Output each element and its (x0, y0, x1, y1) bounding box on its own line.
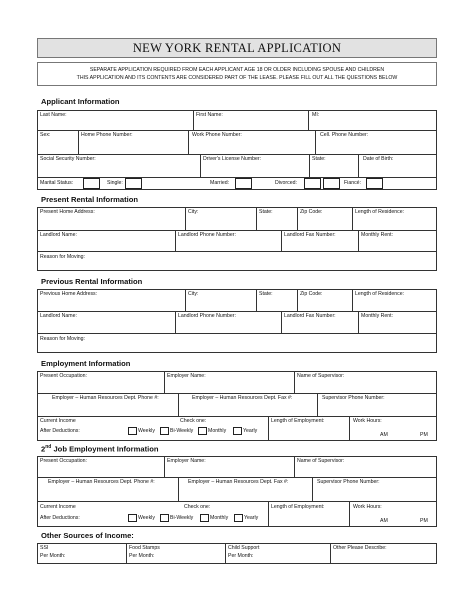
previous-zip-field[interactable]: Zip Code: (300, 291, 323, 297)
emp2-occupation-field[interactable]: Present Occupation: (40, 458, 88, 464)
emp1-sup-phone-field[interactable]: Supervisor Phone Number: (322, 395, 385, 401)
section-heading-previous-rental: Previous Rental Information (41, 277, 143, 286)
middle-initial-field[interactable]: MI: (312, 112, 320, 118)
present-address-field[interactable]: Present Home Address: (40, 209, 95, 215)
emp1-supervisor-field[interactable]: Name of Supervisor: (297, 373, 345, 379)
state-field[interactable]: State: (312, 156, 326, 162)
emp1-yearly-label: Yearly (243, 428, 258, 434)
divorced-label: Divorced: (275, 180, 297, 186)
marital-status-box[interactable] (83, 178, 100, 189)
present-landlord-phone-field[interactable]: Landlord Phone Number: (178, 232, 236, 238)
emp2-weekly-label: Weekly (138, 515, 155, 521)
ssi-per-month-field[interactable]: Per Month: (40, 553, 66, 559)
emp1-am-label: AM (380, 432, 388, 438)
emp2-weekly-checkbox[interactable] (128, 514, 137, 522)
emp2-length-field[interactable]: Length of Employment: (271, 504, 325, 510)
emp2-hours-field[interactable]: Work Hours: (353, 504, 382, 510)
emp1-occupation-field[interactable]: Present Occupation: (40, 373, 88, 379)
form-notice (37, 62, 437, 86)
present-landlord-field[interactable]: Landlord Name: (40, 232, 77, 238)
emp1-biweekly-checkbox[interactable] (160, 427, 169, 435)
emp1-income-label: Current Income (40, 418, 76, 424)
emp2-yearly-label: Yearly (244, 515, 259, 521)
home-phone-field[interactable]: Home Phone Number: (81, 132, 133, 138)
emp2-monthly-label: Monthly (210, 515, 229, 521)
section-heading-applicant: Applicant Information (41, 97, 120, 106)
emp2-income-label: Current Income (40, 504, 76, 510)
marital-status-label: Marital Status: (40, 180, 74, 186)
cell-phone-field[interactable]: Cell. Phone Number: (320, 132, 369, 138)
notice-line-2: THIS APPLICATION AND ITS CONTENTS ARE CONSIDERED PART OF THE LEASE. PLEASE FILL OUT ALL THE QUESTIONS BELOW (76, 75, 398, 81)
present-rental-table (37, 207, 437, 271)
married-label: Married: (210, 180, 230, 186)
emp1-hours-field[interactable]: Work Hours: (353, 418, 382, 424)
emp2-check-one-label: Check one: (184, 504, 211, 510)
previous-reason-field[interactable]: Reason for Moving: (40, 336, 85, 342)
emp1-weekly-checkbox[interactable] (128, 427, 137, 435)
emp2-monthly-checkbox[interactable] (200, 514, 209, 522)
dob-field[interactable]: Date of Birth: (363, 156, 394, 162)
present-zip-field[interactable]: Zip Code: (300, 209, 323, 215)
fiance-label: Fiancé: (344, 180, 362, 186)
emp2-biweekly-checkbox[interactable] (160, 514, 169, 522)
emp1-after-deductions-field[interactable]: After Deductions: (40, 428, 80, 434)
previous-rental-table (37, 289, 437, 353)
emp1-yearly-checkbox[interactable] (233, 427, 242, 435)
license-field[interactable]: Driver's License Number: (203, 156, 262, 162)
emp2-pm-label: PM (420, 518, 428, 524)
emp2-hr-fax-field[interactable]: Employer – Human Resources Dept. Fax #: (188, 479, 289, 485)
work-phone-field[interactable]: Work Phone Number: (192, 132, 242, 138)
previous-landlord-fax-field[interactable]: Landlord Fax Number: (284, 313, 336, 319)
other-income-table (37, 543, 437, 564)
emp1-pm-label: PM (420, 432, 428, 438)
form-title: NEW YORK RENTAL APPLICATION (37, 38, 437, 58)
previous-state-field[interactable]: State: (259, 291, 273, 297)
emp1-hr-phone-field[interactable]: Employer – Human Resources Dept. Phone #: (52, 395, 159, 401)
emp1-weekly-label: Weekly (138, 428, 155, 434)
present-landlord-fax-field[interactable]: Landlord Fax Number: (284, 232, 336, 238)
single-label: Single: (107, 180, 123, 186)
emp1-check-one-label: Check one: (180, 418, 207, 424)
emp2-am-label: AM (380, 518, 388, 524)
notice-line-1: SEPARATE APPLICATION REQUIRED FROM EACH APPLICANT AGE 18 OR OLDER INCLUDING SPOUSE AND CHILDREN (89, 67, 385, 73)
sex-field[interactable]: Sex: (40, 132, 51, 138)
emp1-hr-fax-field[interactable]: Employer – Human Resources Dept. Fax #: (192, 395, 293, 401)
previous-landlord-phone-field[interactable]: Landlord Phone Number: (178, 313, 236, 319)
previous-rent-field[interactable]: Monthly Rent: (361, 313, 394, 319)
present-reason-field[interactable]: Reason for Moving: (40, 254, 85, 260)
applicant-info-table (37, 110, 437, 190)
child-support-per-month-field[interactable]: Per Month: (228, 553, 254, 559)
previous-address-field[interactable]: Previous Home Address: (40, 291, 98, 297)
emp1-biweekly-label: Bi-Weekly (170, 428, 194, 434)
food-stamps-per-month-field[interactable]: Per Month: (129, 553, 155, 559)
present-state-field[interactable]: State: (259, 209, 273, 215)
employment-table (37, 371, 437, 441)
divorced-checkbox-2[interactable] (323, 178, 340, 189)
present-rent-field[interactable]: Monthly Rent: (361, 232, 394, 238)
present-length-field[interactable]: Length of Residence: (355, 209, 405, 215)
other-income-field[interactable]: Other Please Describe: (333, 545, 387, 551)
fiance-checkbox[interactable] (366, 178, 383, 189)
emp2-employer-field[interactable]: Employer Name: (167, 458, 206, 464)
section-heading-employment-2: 2nd Job Employment Information (41, 444, 159, 454)
emp1-monthly-checkbox[interactable] (198, 427, 207, 435)
emp1-length-field[interactable]: Length of Employment: (271, 418, 325, 424)
section-heading-employment: Employment Information (41, 359, 131, 368)
emp1-monthly-label: Monthly (208, 428, 227, 434)
emp2-after-deductions-field[interactable]: After Deductions: (40, 515, 80, 521)
single-checkbox[interactable] (125, 178, 142, 189)
emp2-hr-phone-field[interactable]: Employer – Human Resources Dept. Phone #: (48, 479, 155, 485)
previous-length-field[interactable]: Length of Residence: (355, 291, 405, 297)
food-stamps-label: Food Stamps (129, 545, 160, 551)
married-checkbox[interactable] (235, 178, 252, 189)
employment-2-table (37, 456, 437, 527)
emp1-employer-field[interactable]: Employer Name: (167, 373, 206, 379)
ssi-label: SSI (40, 545, 49, 551)
previous-city-field[interactable]: City: (188, 291, 199, 297)
section-heading-other-income: Other Sources of Income: (41, 531, 134, 540)
child-support-label: Child Support (228, 545, 260, 551)
first-name-field[interactable]: First Name: (196, 112, 223, 118)
ssn-field[interactable]: Social Security Number: (40, 156, 96, 162)
previous-landlord-field[interactable]: Landlord Name: (40, 313, 77, 319)
emp2-supervisor-field[interactable]: Name of Supervisor: (297, 458, 345, 464)
divorced-checkbox[interactable] (304, 178, 321, 189)
emp2-sup-phone-field[interactable]: Supervisor Phone Number: (317, 479, 380, 485)
present-city-field[interactable]: City: (188, 209, 199, 215)
emp2-yearly-checkbox[interactable] (234, 514, 243, 522)
emp2-biweekly-label: Bi-Weekly (170, 515, 194, 521)
last-name-field[interactable]: Last Name: (40, 112, 67, 118)
section-heading-present-rental: Present Rental Information (41, 195, 139, 204)
